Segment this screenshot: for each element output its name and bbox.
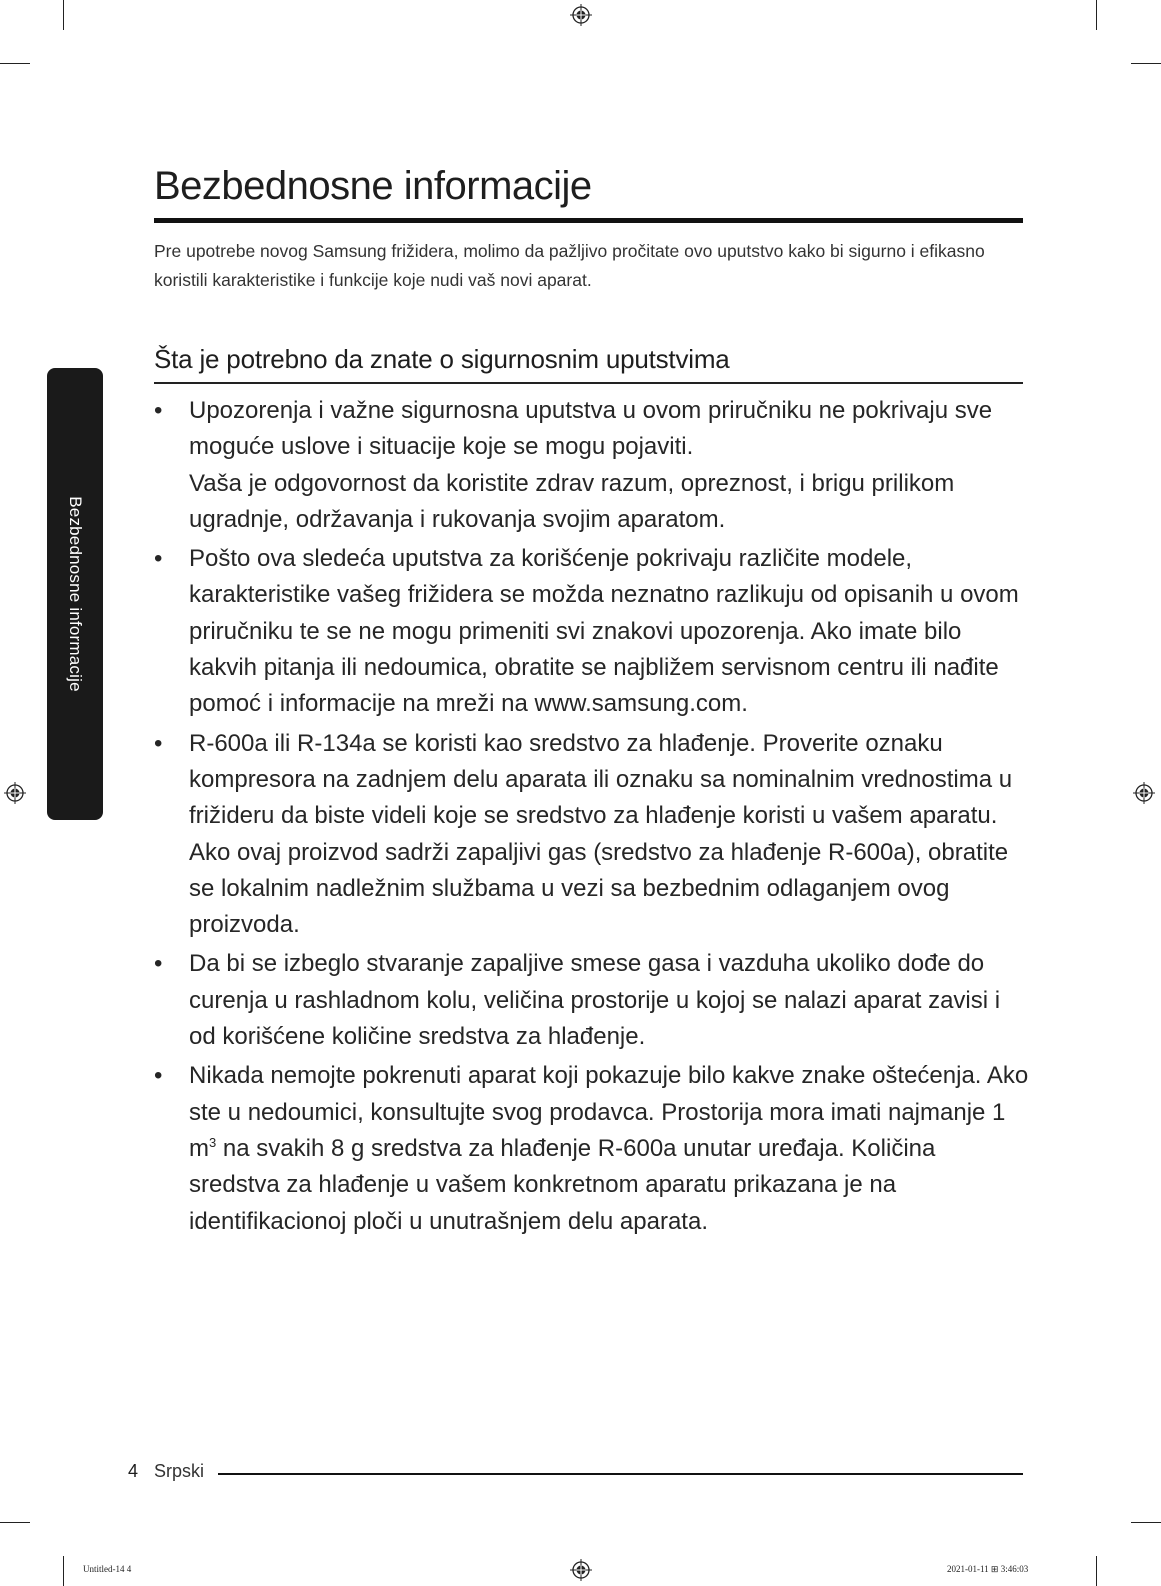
crop-mark	[63, 0, 64, 30]
bullet-icon: •	[154, 397, 163, 424]
page-number: 4	[128, 1461, 139, 1481]
bullet-text: Pošto ova sledeća uputstva za korišćenje pokrivaju različite modele, karakteristike vašeg frižidera se možda neznatno razlikuju od opisanih u ovom priručniku te se ne mogu primeniti svi znakovi upozorenja. Ako imate bilo kakvih pitanja ili nedoumica, obratite se najbližem servisnom centru ili nađite pomoć i informacije na mreži na www.samsung.com.	[189, 545, 1019, 718]
bullet-text-part: Nikada nemojte pokrenuti aparat koji pokazuje bilo kakve znake oštećenja. Ako ste u nedoumici, konsultujte svog prodavca. Prostorija mora imati najmanje 1 m	[189, 1062, 1029, 1162]
crop-mark	[1131, 63, 1161, 64]
list-item	[154, 393, 1029, 538]
bullet-icon: •	[154, 545, 163, 573]
crop-mark	[0, 63, 30, 64]
print-slug-file: Untitled-14 4	[83, 1564, 132, 1574]
list-item	[154, 726, 1029, 944]
list-item	[154, 1058, 1029, 1239]
bullet-text: Da bi se izbeglo stvaranje zapaljive smese gasa i vazduha ukoliko dođe do curenja u rashladnom kolu, veličina prostorije u kojoj se nalazi aparat zavisi i od korišćene količine sredstva za hlađenje.	[189, 950, 1001, 1051]
crop-mark	[1131, 1522, 1161, 1523]
side-tab-label: Bezbednosne informacije	[66, 496, 85, 692]
bullet-text: Upozorenja i važne sigurnosna uputstva u ovom priručniku ne pokrivaju sve moguće uslove i situacije koje se mogu pojaviti.	[189, 397, 993, 461]
bullet-icon: •	[154, 729, 163, 757]
list-item	[154, 946, 1029, 1055]
bullet-text: R-600a ili R-134a se koristi kao sredstvo za hlađenje. Proverite oznaku kompresora na zadnjem delu aparata ili oznaku sa nominalnim vrednostima u frižideru da biste videli koje se sredstvo za hlađenje koristi u vašem aparatu. Ako ovaj proizvod sadrži zapaljivi gas (sredstvo za hlađenje R-600a), obratite se lokalnim nadležnim službama u vezi sa bezbednim odlaganjem ovog proizvoda.	[189, 729, 1013, 939]
crop-mark	[0, 1522, 30, 1523]
print-slug-timestamp: 2021-01-11 ⊞ 3:46:03	[947, 1564, 1029, 1574]
bullet-text-part: na svakih 8 g sredstva za hlađenje R-600a unutar uređaja. Količina sredstva za hlađenje u vašem konkretnom aparatu prikazana je na identifikacionoj ploči u unutrašnjem delu aparata.	[189, 1134, 936, 1235]
section-title: Šta je potrebno da znate o sigurnosnim uputstvima	[154, 344, 730, 374]
bullet-text: Vaša je odgovornost da koristite zdrav razum, opreznost, i brigu prilikom ugradnje, održavanja i rukovanja svojim aparatom.	[189, 469, 955, 533]
registration-mark-icon	[1133, 782, 1155, 804]
crop-mark	[1096, 0, 1097, 30]
footer-divider	[218, 1473, 1023, 1475]
page-title: Bezbednosne informacije	[154, 164, 592, 208]
registration-mark-icon	[570, 1559, 592, 1581]
intro-paragraph: Pre upotrebe novog Samsung frižidera, molimo da pažljivo pročitate ovo uputstvo kako bi sigurno i efikasno koristili karakteristike i funkcije koje nudi vaš novi aparat.	[154, 241, 985, 290]
bullet-icon: •	[154, 1062, 163, 1090]
list-item	[154, 541, 1029, 722]
bullet-text	[189, 1058, 1029, 1239]
registration-mark-icon	[570, 4, 592, 26]
side-chapter-tab	[47, 368, 103, 820]
title-divider	[154, 218, 1023, 223]
footer-language: Srpski	[154, 1461, 205, 1481]
registration-mark-icon	[4, 782, 26, 804]
crop-mark	[1096, 1556, 1097, 1586]
section-divider	[154, 382, 1023, 384]
safety-bullet-list	[154, 393, 1029, 1243]
crop-mark	[63, 1556, 64, 1586]
bullet-icon: •	[154, 950, 163, 978]
superscript-exponent: 3	[209, 1134, 217, 1150]
